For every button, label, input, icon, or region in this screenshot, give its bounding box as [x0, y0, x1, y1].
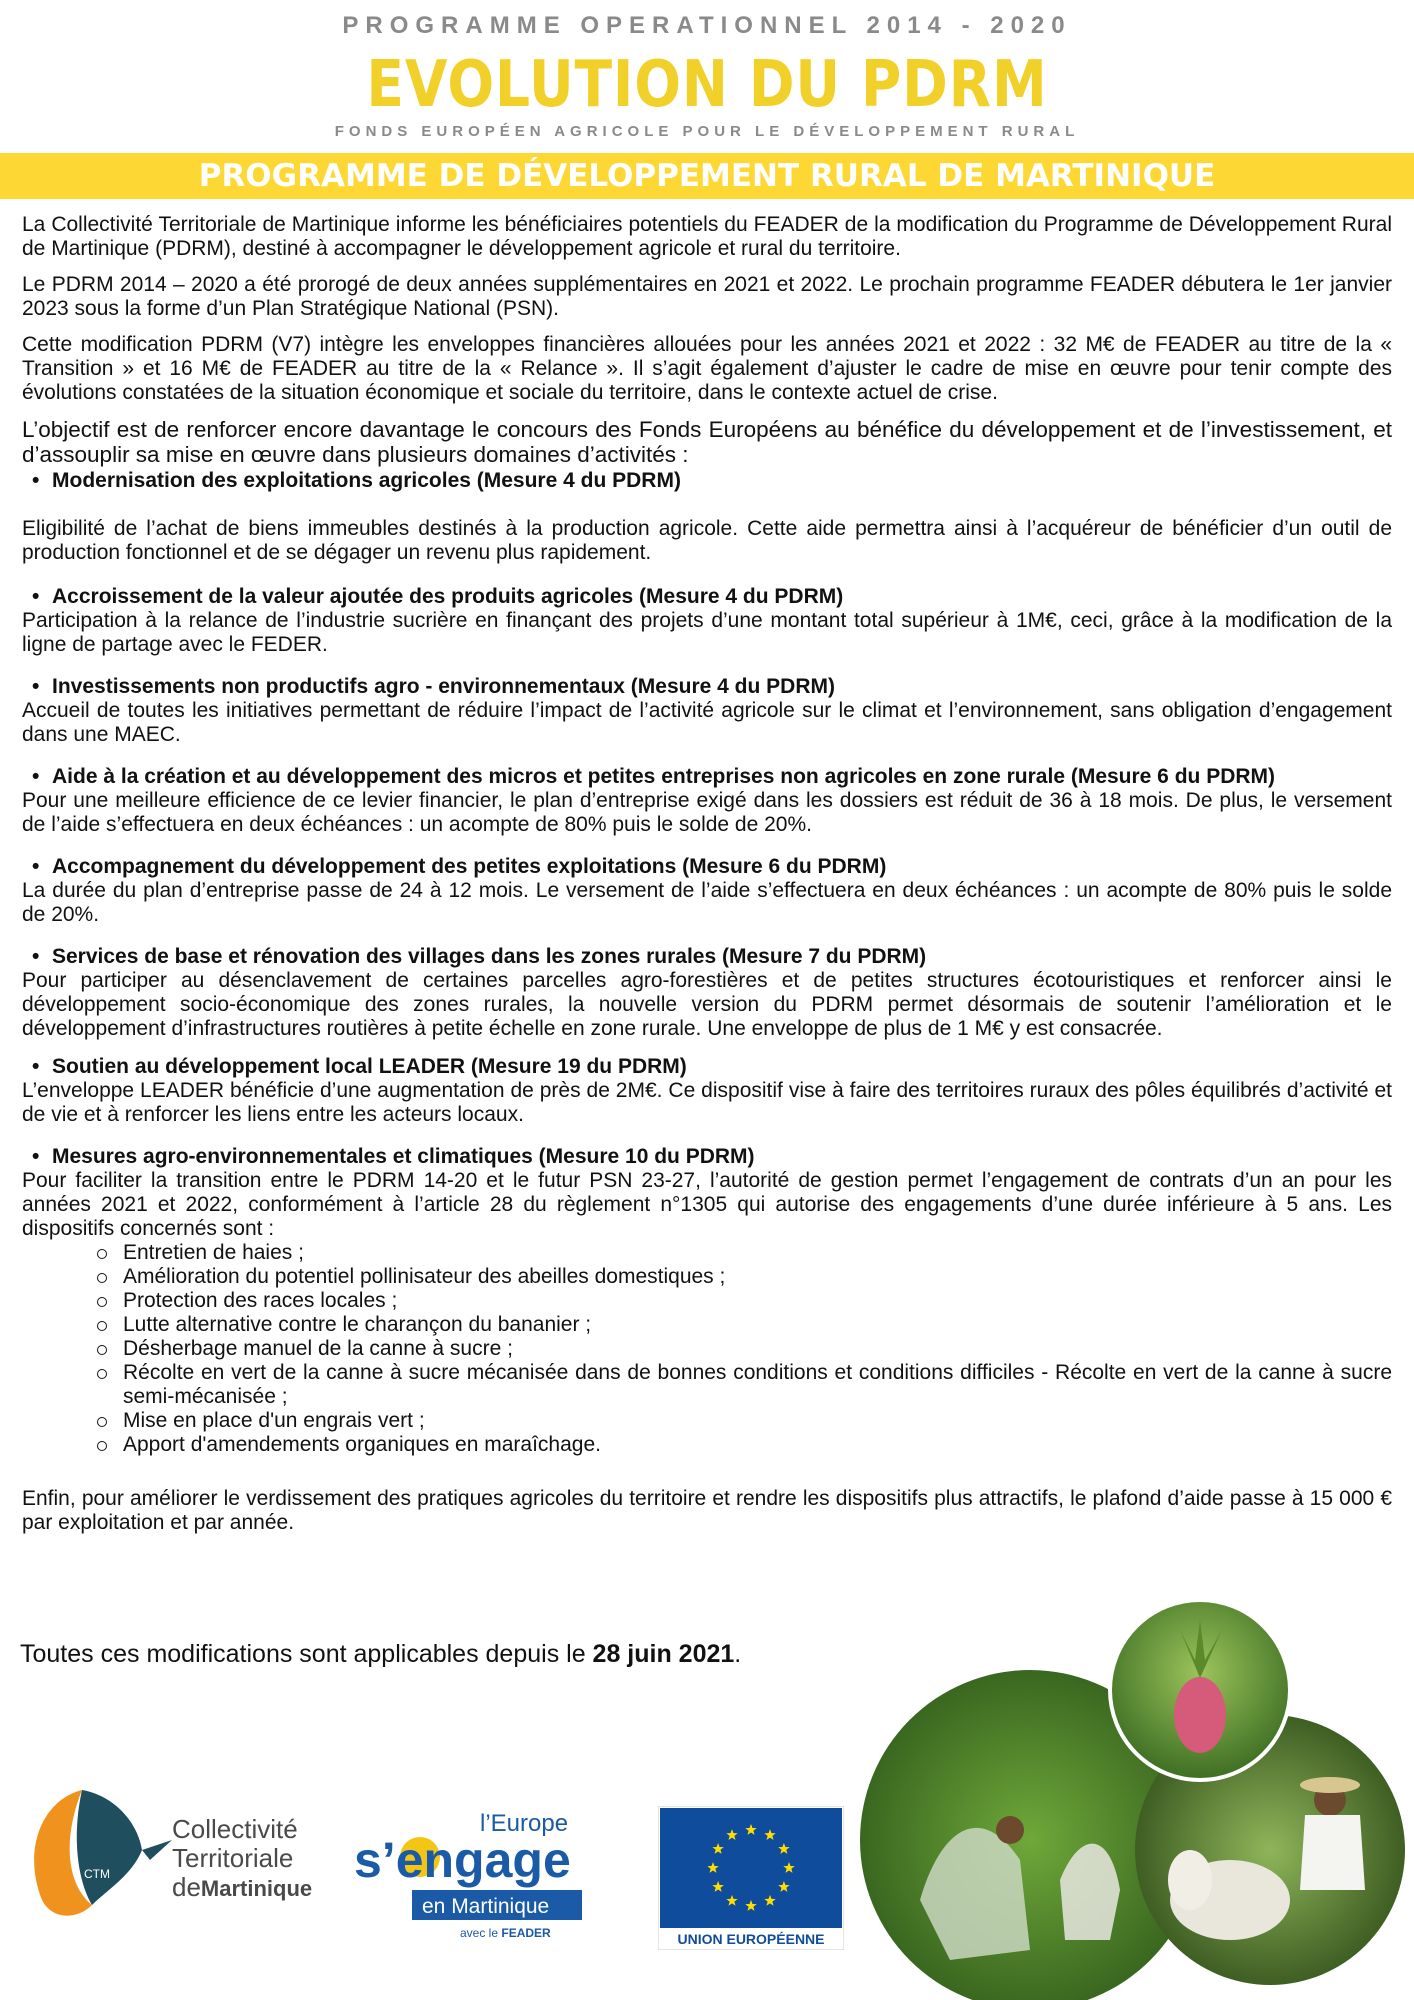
programme-kicker: PROGRAMME OPERATIONNEL 2014 - 2020	[342, 12, 1072, 39]
bullet-icon: •	[32, 1055, 40, 1078]
bullet-icon: •	[32, 469, 40, 492]
ctm-bird-body-icon	[77, 1790, 142, 1905]
measure-heading: • Mesures agro-environnementales et climatiques (Mesure 10 du PDRM)	[32, 1145, 755, 1168]
intro-paragraph: La Collectivité Territoriale de Martinique informe les bénéficiaires potentiels du FEADER de la modification du Programme de Développement Rural de Martinique (PDRM), destiné à accompagner le développement agricole et rural du territoire.	[22, 213, 1392, 260]
measure-section	[22, 945, 1392, 1041]
measure-body: La durée du plan d’entreprise passe de 24 à 12 mois. Le versement de l’aide s’effectuera en deux échéances : un acompte de 80% puis le solde de 20%.	[22, 879, 1392, 926]
measure-body: Participation à la relance de l’industrie sucrière en finançant des projets d’une montant total supérieur à 1M€, ceci, grâce à la modification de la ligne de partage avec le FEDER.	[22, 609, 1392, 656]
measure-section	[22, 469, 1392, 565]
ctm-abbr: CTM	[84, 1867, 110, 1881]
closing-paragraph: Enfin, pour améliorer le verdissement des pratiques agricoles du territoire et rendre les dispositifs plus attractifs, le plafond d’aide passe à 15 000 € par exploitation et par année.	[22, 1487, 1392, 1534]
main-content	[22, 213, 1392, 1535]
measure-section	[22, 1055, 1392, 1127]
list-item: Apport d'amendements organiques en maraîchage.	[97, 1433, 1392, 1457]
ctm-bird-tail-icon	[142, 1840, 172, 1860]
bullet-icon: •	[32, 675, 40, 698]
agriculture-photo-collage	[860, 1600, 1414, 2000]
list-item: Récolte en vert de la canne à sucre mécanisée dans de bonnes conditions et conditions difficiles - Récolte en vert de la canne à sucre semi-mécanisée ;	[97, 1361, 1392, 1409]
ctm-line1: Collectivité	[172, 1814, 298, 1844]
list-item: Amélioration du potentiel pollinisateur des abeilles domestiques ;	[97, 1265, 1392, 1289]
bullet-icon: •	[32, 1145, 40, 1168]
bullet-icon: •	[32, 855, 40, 878]
measure-section	[22, 585, 1392, 657]
page-title: EVOLUTION DU PDRM	[366, 48, 1048, 122]
intro-paragraph: Le PDRM 2014 – 2020 a été prorogé de deux années supplémentaires en 2021 et 2022. Le prochain programme FEADER débutera le 1er janvier 2023 sous la forme d’un Plan Stratégique National (PSN).	[22, 273, 1392, 320]
europe-sub-label: en Martinique	[422, 1895, 550, 1918]
objective-paragraph: L’objectif est de renforcer encore davantage le concours des Fonds Européens au bénéfice du développement et de l’investissement, et d’assouplir sa mise en œuvre dans plusieurs domaines d’activités :	[22, 417, 1392, 467]
measure-section	[22, 855, 1392, 927]
list-item: Protection des races locales ;	[97, 1289, 1392, 1313]
europe-avec-label: avec le FEADER	[460, 1926, 551, 1940]
eu-flag-logo	[658, 1806, 844, 1950]
measure-body: Accueil de toutes les initiatives permettant de réduire l’impact de l’activité agricole sur le climat et l’environnement, sans obligation d’engagement dans une MAEC.	[22, 699, 1392, 746]
measure-section	[22, 1145, 1392, 1457]
intro-paragraph: Cette modification PDRM (V7) intègre les enveloppes financières allouées pour les années 2021 et 2022 : 32 M€ de FEADER au titre de la « Transition » et 16 M€ de FEADER au titre de la « Relance ». Il s’agit également d’ajuster le cadre de mise en œuvre pour tenir compte des évolutions constatées de la situation économique et sociale du territoire, dans le contexte actuel de crise.	[22, 333, 1392, 404]
applicability-statement: Toutes ces modifications sont applicables depuis le 28 juin 2021.	[20, 1640, 742, 1668]
dispositifs-list	[22, 1241, 1392, 1457]
measure-body: L’enveloppe LEADER bénéficie d’une augmentation de près de 2M€. Ce dispositif vise à faire des territoires ruraux des pôles équilibrés d’activité et de vie et à renforcer les liens entre les acteurs locaux.	[22, 1079, 1392, 1126]
bullet-icon: •	[32, 765, 40, 788]
list-item: Entretien de haies ;	[97, 1241, 1392, 1265]
effective-date: 28 juin 2021	[592, 1640, 735, 1668]
europe-top-label: l’Europe	[480, 1810, 569, 1837]
measure-body: Eligibilité de l’achat de biens immeubles destinés à la production agricole. Cette aide permettra ainsi à l’acquéreur de bénéficier d’un outil de production fonctionnel et de se dégager un revenu plus rapidement.	[22, 517, 1392, 564]
bullet-icon: •	[32, 945, 40, 968]
measure-section	[22, 675, 1392, 747]
europe-sengage-logo	[350, 1805, 585, 1945]
eu-label: UNION EUROPÉENNE	[677, 1931, 825, 1947]
measure-heading: • Accompagnement du développement des petites exploitations (Mesure 6 du PDRM)	[32, 855, 887, 878]
ctm-line3: deMartinique	[172, 1872, 313, 1902]
bullet-icon: •	[32, 585, 40, 608]
programme-banner: PROGRAMME DE DÉVELOPPEMENT RURAL DE MARTINIQUE	[0, 153, 1414, 199]
measure-heading: • Investissements non productifs agro - environnementaux (Mesure 4 du PDRM)	[32, 675, 835, 698]
measure-body: Pour faciliter la transition entre le PDRM 14-20 et le futur PSN 23-27, l’autorité de gestion permet l’engagement de contrats d’un an pour les années 2021 et 2022, conformément à l’article 28 du règlement n°1305 qui autorise des engagements d’une durée inférieure à 5 ans. Les dispositifs concernés sont :	[22, 1169, 1392, 1240]
measure-heading: • Services de base et rénovation des villages dans les zones rurales (Mesure 7 du PDRM)	[32, 945, 927, 968]
europe-main-label: s’engage	[354, 1832, 571, 1888]
measure-heading: • Accroissement de la valeur ajoutée des produits agricoles (Mesure 4 du PDRM)	[32, 585, 844, 608]
measure-body: Pour une meilleure efficience de ce levier financier, le plan d’entreprise exigé dans les dossiers est réduit de 36 à 18 mois. De plus, le versement de l’aide s’effectuera en deux échéances : un acompte de 80% puis le solde de 20%.	[22, 789, 1392, 836]
measure-body: Pour participer au désenclavement de certaines parcelles agro-forestières et de petites structures écotouristiques et renforcer ainsi le développement socio-économique des zones rurales, la nouvelle version du PDRM permet désormais de soutenir l’amélioration et le développement d’infrastructures routières à petite échelle en zone rurale. Une enveloppe de plus de 1 M€ y est consacrée.	[22, 969, 1392, 1040]
list-item: Désherbage manuel de la canne à sucre ;	[97, 1337, 1392, 1361]
measure-heading: • Modernisation des exploitations agricoles (Mesure 4 du PDRM)	[32, 469, 681, 492]
measure-heading: • Soutien au développement local LEADER (Mesure 19 du PDRM)	[32, 1055, 687, 1078]
measure-section	[22, 765, 1392, 837]
list-item: Lutte alternative contre le charançon du bananier ;	[97, 1313, 1392, 1337]
fund-subtitle: FONDS EUROPÉEN AGRICOLE POUR LE DÉVELOPPEMENT RURAL	[334, 123, 1080, 140]
ctm-line2: Territoriale	[172, 1843, 294, 1873]
ctm-logo	[22, 1780, 342, 1930]
measure-heading: • Aide à la création et au développement des micros et petites entreprises non agricoles en zone rurale (Mesure 6 du PDRM)	[32, 765, 1276, 788]
list-item: Mise en place d'un engrais vert ;	[97, 1409, 1392, 1433]
